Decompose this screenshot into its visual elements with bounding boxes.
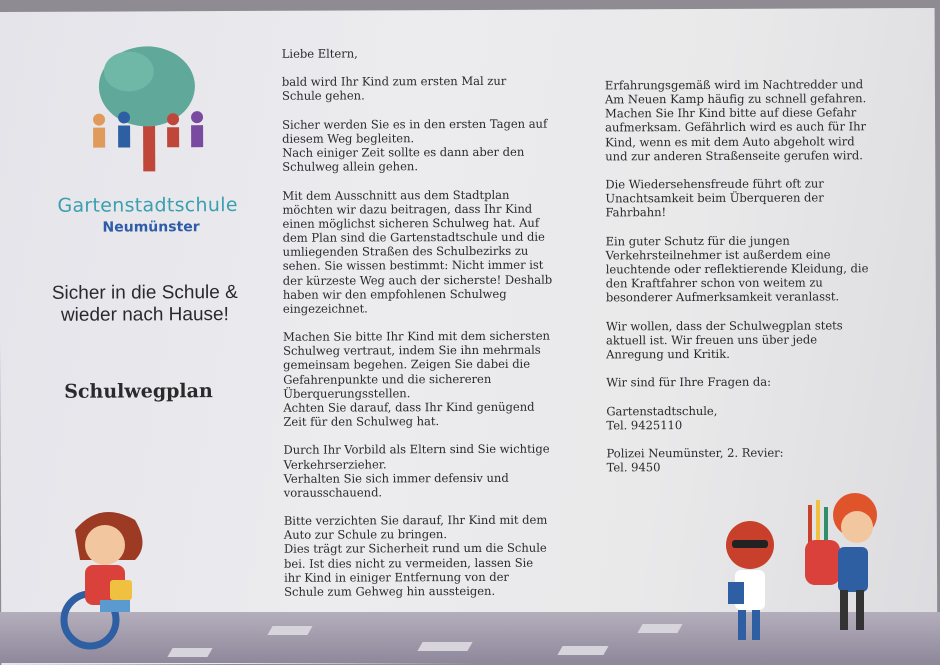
child-wheelchair-illustration xyxy=(55,500,165,650)
letter-column-middle: Liebe Eltern, bald wird Ihr Kind zum ersten Mal zur Schule gehen. Sicher werden Sie es in den ersten Tagen auf diesem Weg begleiten. Nach einiger Zeit sollte es dann aber den Schulweg allein gehen. Mit dem Ausschnitt aus dem Stadtplan möchten wir dazu beitragen, dass Ihr Kind einen möglichst sicheren Schulweg hat. Auf dem Plan sind die Gartenstadtschule und die umliegenden Straßen des Schulbezirks zu sehen. Sie wissen bestimmt: Nicht immer ist der kürzeste Weg auch der sicherste! Deshalb haben wir den empfohlenen Schulweg eingezeichnet. Machen Sie bitte Ihr Kind mit dem sichersten Schulweg vertraut, indem Sie ihn mehrmals gemeinsam begehen. Zeigen Sie dabei die Gefahrenpunkte und die sichereren Überquerungsstellen. Achten Sie darauf, dass Ihr Kind genügend Zeit für den Schulweg hat. Durch Ihr Vorbild als Eltern sind Sie wichtige Verkehrserzieher. Verhalten Sie sich immer defensiv und vorausschauend. Bitte verzichten Sie darauf, Ihr Kind mit dem Auto zur Schule zu bringen. Dies trägt zur Sicherheit rund um die Schule bei. Ist dies nicht zu vermeiden, lassen Sie ihr Kind in einiger Entfernung von der Schule zum Gehweg hin aussteigen. xyxy=(281,46,553,599)
school-town: Neumünster xyxy=(102,219,200,236)
page-title: Schulwegplan xyxy=(64,380,213,403)
slogan: Sicher in die Schule & wieder nach Hause! xyxy=(51,282,238,326)
letter-column-right: Erfahrungsgemäß wird im Nachtredder und Am Neuen Kamp häufig zu schnell gefahren. Machen Sie Ihr Kind bitte auf diese Gefahr aufmerksam. Gefährlich wird es auch für Ihr Kind, wenn es mit dem Auto abgeholt wird und zur anderen Straßenseite gerufen wird. Die Wiedersehensfreude führt oft zur Unachtsamkeit beim Überqueren der Fahrbahn! Ein guter Schutz für die jungen Verkehrsteilnehmer ist außerdem eine leuchtende oder reflektierende Kleidung, die den Kraftfahrer schon von weitem zu besonderer Aufmerksamkeit veranlasst. Wir wollen, dass der Schulwegplan stets aktuell ist. Wir freuen uns über jede Anregung und Kritik. Wir sind für Ihre Fragen da: Gartenstadtschule, Tel. 9425110 Polizei Neumünster, 2. Revier: Tel. 9450 xyxy=(604,77,869,475)
school-name: Gartenstadtschule xyxy=(57,194,238,217)
girl-with-backpack-illustration xyxy=(800,485,890,640)
school-logo-tree-icon xyxy=(79,41,230,192)
boy-with-glasses-illustration xyxy=(720,510,780,650)
